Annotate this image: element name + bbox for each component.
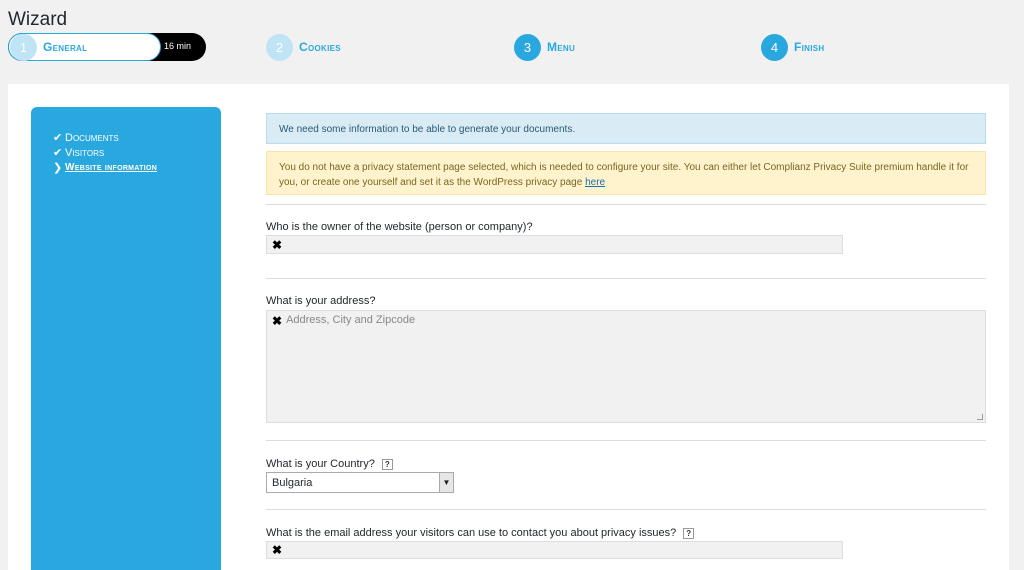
sidebar (31, 107, 221, 570)
check-icon: ✔ (53, 132, 63, 144)
divider (266, 509, 986, 510)
address-placeholder: Address, City and Zipcode (286, 314, 416, 326)
warning-notice (266, 151, 986, 195)
check-icon: ✔ (53, 147, 63, 159)
sidebar-item-label: Visitors (65, 146, 105, 159)
sidebar-item-label: Documents (65, 131, 119, 144)
step-menu[interactable] (514, 33, 575, 61)
owner-input[interactable] (266, 235, 843, 254)
help-icon[interactable]: ? (683, 528, 694, 539)
page-title: Wizard (8, 9, 68, 30)
resize-handle-icon[interactable] (977, 414, 983, 420)
step-time-estimate: 16 min (164, 41, 192, 51)
warning-text: You do not have a privacy statement page selected, which is needed to configure your site. You can either let Complianz Privacy Suite premium handle it for you, or create one yourself and set it as the WordPress privacy page (279, 162, 969, 188)
help-icon[interactable]: ? (382, 459, 393, 470)
privacy-page-link[interactable]: here (585, 177, 606, 188)
step-general[interactable] (8, 33, 206, 61)
divider (266, 204, 986, 205)
country-select-value: Bulgaria (272, 476, 313, 489)
close-icon: ✖ (272, 237, 283, 252)
wizard-steps (8, 33, 1008, 61)
address-label (266, 295, 375, 307)
email-label (266, 527, 694, 539)
sidebar-item-website-information[interactable] (53, 160, 157, 175)
email-label-text: What is the email address your visitors can use to contact you about privacy issues? (266, 527, 677, 539)
info-notice: We need some information to be able to generate your documents. (266, 113, 986, 144)
address-textarea[interactable] (266, 310, 986, 423)
address-label-text: What is your address? (266, 295, 376, 307)
chevron-right-icon: ❯ (53, 162, 63, 174)
step-finish[interactable] (761, 33, 824, 61)
owner-label (266, 221, 533, 233)
divider (266, 440, 986, 441)
sidebar-item-label: Website information (65, 162, 158, 173)
sidebar-menu (53, 130, 157, 175)
chevron-down-icon: ▼ (439, 473, 453, 492)
step-number: 1 (10, 34, 37, 61)
country-label-text: What is your Country? (266, 458, 375, 470)
close-icon: ✖ (272, 543, 283, 557)
sidebar-item-documents[interactable] (53, 130, 157, 145)
sidebar-item-visitors[interactable] (53, 145, 157, 160)
step-label: Finish (794, 40, 825, 54)
form-content (266, 113, 986, 195)
step-general-pill (8, 33, 161, 61)
close-icon: ✖ (272, 314, 283, 328)
step-number: 3 (514, 34, 541, 61)
divider (266, 278, 986, 279)
step-label: Menu (547, 40, 576, 54)
country-select[interactable] (266, 472, 454, 493)
country-label (266, 458, 393, 470)
owner-label-text: Who is the owner of the website (person or company)? (266, 221, 533, 233)
step-label: General (43, 40, 88, 54)
email-input[interactable] (266, 541, 843, 559)
step-cookies[interactable] (266, 33, 341, 61)
step-label: Cookies (299, 40, 341, 54)
step-number: 4 (761, 34, 788, 61)
step-number: 2 (266, 34, 293, 61)
